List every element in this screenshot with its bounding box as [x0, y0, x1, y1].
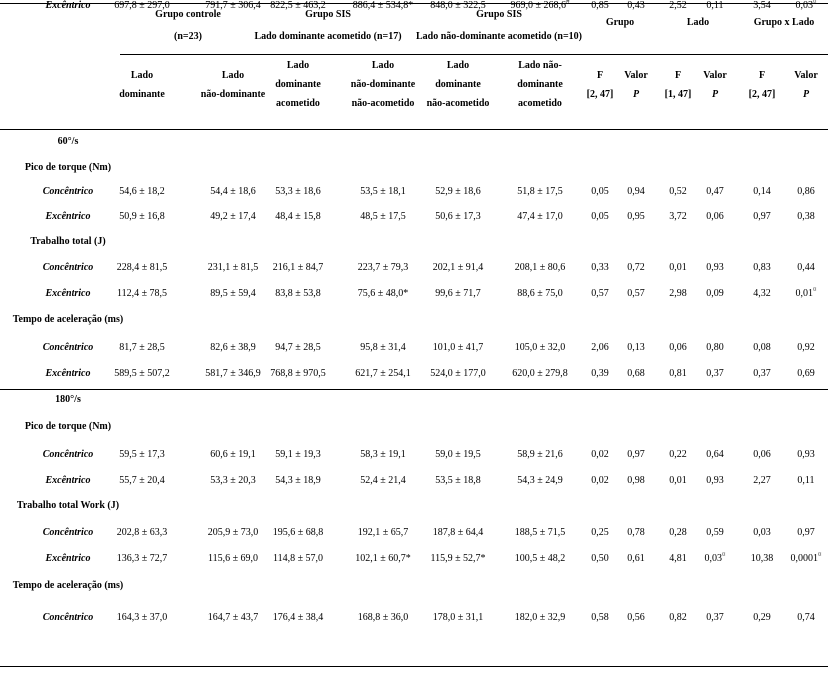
row-label: Excêntrico: [45, 553, 91, 564]
row-label: Concêntrico: [42, 186, 94, 197]
table-cell: 0,37: [753, 368, 771, 379]
table-cell: 88,6 ± 75,0: [517, 288, 563, 299]
table-cell: 0,39: [591, 368, 609, 379]
table-cell: 0,52: [669, 186, 687, 197]
column-header-line: Lado: [371, 60, 395, 71]
row-label: Excêntrico: [45, 211, 91, 222]
measure-heading: Tempo de aceleração (ms): [12, 314, 124, 325]
column-header-line: P: [632, 89, 640, 100]
table-cell: 54,4 ± 18,6: [210, 186, 256, 197]
significance-mark: ¤: [722, 550, 726, 559]
table-cell: 112,4 ± 78,5: [116, 288, 168, 299]
table-cell: 83,8 ± 53,8: [275, 288, 321, 299]
table-cell: 47,4 ± 17,0: [517, 211, 563, 222]
table-cell: 216,1 ± 84,7: [272, 262, 324, 273]
column-header-line: não-dominante: [200, 89, 266, 100]
table-cell: 202,8 ± 63,3: [116, 527, 168, 538]
group-header-title: Lado: [686, 17, 710, 28]
table-cell: 52,4 ± 21,4: [360, 475, 406, 486]
column-header-line: Valor: [703, 70, 727, 81]
table-cell: 0,43: [627, 0, 645, 11]
column-header-line: F: [674, 70, 682, 81]
table-cell: 0,93: [797, 449, 815, 460]
table-cell: 791,7 ± 306,4: [205, 0, 261, 11]
table-cell: 886,4 ± 534,8*: [352, 0, 414, 11]
column-header-line: acometido: [276, 98, 320, 109]
table-cell: 0,44: [797, 262, 815, 273]
measure-heading: Trabalho total Work (J): [16, 500, 120, 511]
table-cell: 0,56: [627, 612, 645, 623]
table-cell: 0,01: [669, 475, 687, 486]
speed-heading: 180°/s: [55, 394, 81, 405]
table-cell: 3,54: [753, 0, 771, 11]
row-label: Concêntrico: [42, 449, 94, 460]
header-mid-rule: [120, 54, 828, 55]
table-cell: 524,0 ± 177,0: [430, 368, 486, 379]
table-cell: 621,7 ± 254,1: [355, 368, 411, 379]
table-cell: 136,3 ± 72,7: [116, 553, 168, 564]
table-cell: 81,7 ± 28,5: [119, 342, 165, 353]
table-cell: 228,4 ± 81,5: [116, 262, 168, 273]
table-cell: 95,8 ± 31,4: [360, 342, 406, 353]
table-cell: 0,01¤: [795, 285, 817, 299]
table-cell: 102,1 ± 60,7*: [355, 553, 411, 564]
table-cell: 0,33: [591, 262, 609, 273]
table-cell: 10,38: [750, 553, 774, 564]
table-cell: 0,97: [753, 211, 771, 222]
table-cell: 0,38: [797, 211, 815, 222]
table-cell: 0,06: [706, 211, 724, 222]
column-header-line: F: [596, 70, 604, 81]
table-cell: 0,02: [591, 449, 609, 460]
table-cell: 114,8 ± 57,0: [272, 553, 324, 564]
table-cell: 54,3 ± 24,9: [517, 475, 563, 486]
table-cell: 178,0 ± 31,1: [432, 612, 484, 623]
table-cell: 208,1 ± 80,6: [514, 262, 566, 273]
table-cell: 59,0 ± 19,5: [435, 449, 481, 460]
table-cell: 188,5 ± 71,5: [514, 527, 566, 538]
significance-mark: ¤: [813, 285, 817, 294]
row-label: Excêntrico: [45, 475, 91, 486]
table-cell: 0,05: [591, 211, 609, 222]
significance-mark: ¤: [813, 0, 817, 6]
group-header-title: Grupo controle: [155, 9, 221, 20]
row-label: Concêntrico: [42, 612, 94, 623]
group-header-title: Grupo x Lado: [753, 17, 815, 28]
table-cell: 0,57: [627, 288, 645, 299]
group-header-subtitle: Lado dominante acometido (n=17): [254, 31, 402, 42]
column-header-line: Valor: [794, 70, 818, 81]
table-cell: 0,57: [591, 288, 609, 299]
column-header-line: P: [802, 89, 810, 100]
table-cell: 100,5 ± 48,2: [514, 553, 566, 564]
table-cell: 0,82: [669, 612, 687, 623]
column-header-line: não-dominante: [350, 79, 416, 90]
significance-mark: #: [566, 0, 570, 6]
measure-heading: Trabalho total (J): [30, 236, 106, 247]
group-header-subtitle: Lado não-dominante acometido (n=10): [416, 31, 582, 42]
table-cell: 53,3 ± 20,3: [210, 475, 256, 486]
table-cell: 2,98: [669, 288, 687, 299]
column-header-line: Lado: [446, 60, 470, 71]
table-cell: 0,83: [753, 262, 771, 273]
table-cell: 4,81: [669, 553, 687, 564]
table-cell: 0,61: [627, 553, 645, 564]
table-cell: 202,1 ± 91,4: [432, 262, 484, 273]
table-cell: 0,78: [627, 527, 645, 538]
table-cell: 0,59: [706, 527, 724, 538]
table-cell: 115,9 ± 52,7*: [430, 553, 486, 564]
table-cell: 0,37: [706, 368, 724, 379]
group-header-subtitle: (n=23): [174, 31, 202, 42]
table-cell: 4,32: [753, 288, 771, 299]
table-cell: 0,68: [627, 368, 645, 379]
table-cell: 0,05: [591, 186, 609, 197]
column-header-line: dominante: [275, 79, 321, 90]
table-cell: 0,29: [753, 612, 771, 623]
table-cell: 55,7 ± 20,4: [119, 475, 165, 486]
column-header-line: Lado: [221, 70, 245, 81]
table-cell: 51,8 ± 17,5: [517, 186, 563, 197]
table-cell: 0,93: [706, 475, 724, 486]
table-cell: 94,7 ± 28,5: [275, 342, 321, 353]
table-cell: 0,22: [669, 449, 687, 460]
table-cell: 53,5 ± 18,8: [435, 475, 481, 486]
table-cell: 48,4 ± 15,8: [275, 211, 321, 222]
table-cell: 115,6 ± 69,0: [207, 553, 259, 564]
row-label: Concêntrico: [42, 527, 94, 538]
group-header-title: Grupo SIS: [476, 9, 522, 20]
table-cell: 0,02: [591, 475, 609, 486]
group-header-title: Grupo SIS: [305, 9, 351, 20]
table-cell: 0,64: [706, 449, 724, 460]
group-header-title: Grupo: [605, 17, 635, 28]
table-cell: 187,8 ± 64,4: [432, 527, 484, 538]
column-header-line: Lado: [130, 70, 154, 81]
table-cell: 59,1 ± 19,3: [275, 449, 321, 460]
table-cell: 0,09: [706, 288, 724, 299]
table-cell: 620,0 ± 279,8: [512, 368, 568, 379]
table-cell: 75,6 ± 48,0*: [357, 288, 409, 299]
section-divider-rule: [0, 389, 828, 390]
table-cell: 99,6 ± 71,7: [435, 288, 481, 299]
table-cell: 848,0 ± 322,5: [430, 0, 486, 11]
table-cell: 168,8 ± 36,0: [357, 612, 409, 623]
table-cell: 0,25: [591, 527, 609, 538]
speed-heading: 60°/s: [57, 136, 79, 147]
table-cell: 89,5 ± 59,4: [210, 288, 256, 299]
table-cell: 0,06: [753, 449, 771, 460]
table-cell: 0,03¤: [796, 0, 817, 12]
column-header-line: Lado: [286, 60, 310, 71]
table-cell: 59,5 ± 17,3: [119, 449, 165, 460]
table-cell: 195,6 ± 68,8: [272, 527, 324, 538]
row-label: Excêntrico: [45, 0, 91, 11]
table-cell: 54,3 ± 18,9: [275, 475, 321, 486]
table-cell: 0,92: [797, 342, 815, 353]
table-cell: 231,1 ± 81,5: [207, 262, 259, 273]
table-cell: 0,94: [627, 186, 645, 197]
table-cell: 0,72: [627, 262, 645, 273]
table-cell: 0,93: [706, 262, 724, 273]
column-header-line: [2, 47]: [586, 89, 614, 100]
column-header-line: dominante: [119, 89, 165, 100]
table-cell: 0,85: [591, 0, 609, 11]
table-cell: 0,69: [797, 368, 815, 379]
table-cell: 58,3 ± 19,1: [360, 449, 406, 460]
column-header-line: [1, 47]: [664, 89, 692, 100]
table-cell: 0,06: [669, 342, 687, 353]
table-cell: 589,5 ± 507,2: [114, 368, 170, 379]
column-header-line: não-acometido: [351, 98, 415, 109]
table-cell: 0,08: [753, 342, 771, 353]
table-cell: 0,11: [706, 0, 724, 11]
table-cell: 0,47: [706, 186, 724, 197]
table-cell: 0,95: [627, 211, 645, 222]
column-header-line: não-acometido: [426, 98, 490, 109]
table-cell: 2,52: [669, 0, 687, 11]
table-cell: 105,0 ± 32,0: [514, 342, 566, 353]
table-cell: 0,86: [797, 186, 815, 197]
table-cell: 0,50: [591, 553, 609, 564]
table-cell: 48,5 ± 17,5: [360, 211, 406, 222]
table-cell: 0,13: [627, 342, 645, 353]
measure-heading: Tempo de aceleração (ms): [12, 580, 124, 591]
table-cell: 2,27: [753, 475, 771, 486]
table-cell: 768,8 ± 970,5: [270, 368, 326, 379]
table-cell: 969,0 ± 268,6#: [511, 0, 570, 12]
table-cell: 192,1 ± 65,7: [357, 527, 409, 538]
table-cell: 164,3 ± 37,0: [116, 612, 168, 623]
table-cell: 0,97: [797, 527, 815, 538]
table-cell: 205,9 ± 73,0: [207, 527, 259, 538]
table-cell: 176,4 ± 38,4: [272, 612, 324, 623]
column-header-line: dominante: [517, 79, 563, 90]
table-cell: 0,81: [669, 368, 687, 379]
measure-heading: Pico de torque (Nm): [24, 162, 112, 173]
row-label: Concêntrico: [42, 342, 94, 353]
table-bottom-rule: [0, 666, 828, 667]
table-cell: 3,72: [669, 211, 687, 222]
table-cell: 0,98: [627, 475, 645, 486]
table-cell: 182,0 ± 32,9: [514, 612, 566, 623]
table-cell: 0,74: [797, 612, 815, 623]
significance-mark: ¤: [818, 550, 822, 559]
table-cell: 49,2 ± 17,4: [210, 211, 256, 222]
table-cell: 53,3 ± 18,6: [275, 186, 321, 197]
column-header-line: F: [758, 70, 766, 81]
table-cell: 697,8 ± 297,0: [114, 0, 170, 11]
table-cell: 0,01: [669, 262, 687, 273]
table-cell: 0,0001¤: [790, 550, 822, 564]
table-cell: 2,06: [591, 342, 609, 353]
table-cell: 0,97: [627, 449, 645, 460]
table-cell: 0,28: [669, 527, 687, 538]
table-cell: 54,6 ± 18,2: [119, 186, 165, 197]
measure-heading: Pico de torque (Nm): [24, 421, 112, 432]
table-cell: 50,6 ± 17,3: [435, 211, 481, 222]
column-header-line: acometido: [518, 98, 562, 109]
table-cell: 58,9 ± 21,6: [517, 449, 563, 460]
row-label: Concêntrico: [42, 262, 94, 273]
table-cell: 581,7 ± 346,9: [205, 368, 261, 379]
column-header-line: Valor: [624, 70, 648, 81]
table-cell: 164,7 ± 43,7: [207, 612, 259, 623]
table-cell: 0,03: [753, 527, 771, 538]
table-cell: 0,37: [706, 612, 724, 623]
table-cell: 822,5 ± 463,2: [270, 0, 326, 11]
column-header-line: [2, 47]: [748, 89, 776, 100]
table-cell: 0,80: [706, 342, 724, 353]
header-bottom-rule: [0, 129, 828, 130]
table-cell: 82,6 ± 38,9: [210, 342, 256, 353]
table-cell: 60,6 ± 19,1: [210, 449, 256, 460]
row-label: Excêntrico: [45, 368, 91, 379]
column-header-line: Lado não-: [518, 60, 562, 71]
table-cell: 53,5 ± 18,1: [360, 186, 406, 197]
table-cell: 101,0 ± 41,7: [432, 342, 484, 353]
table-cell: 52,9 ± 18,6: [435, 186, 481, 197]
table-cell: 0,14: [753, 186, 771, 197]
column-header-line: dominante: [435, 79, 481, 90]
table-cell: 0,58: [591, 612, 609, 623]
column-header-line: P: [711, 89, 719, 100]
row-label: Excêntrico: [45, 288, 91, 299]
table-cell: 0,11: [797, 475, 815, 486]
table-cell: 0,03¤: [704, 550, 726, 564]
table-cell: 50,9 ± 16,8: [119, 211, 165, 222]
table-cell: 223,7 ± 79,3: [357, 262, 409, 273]
